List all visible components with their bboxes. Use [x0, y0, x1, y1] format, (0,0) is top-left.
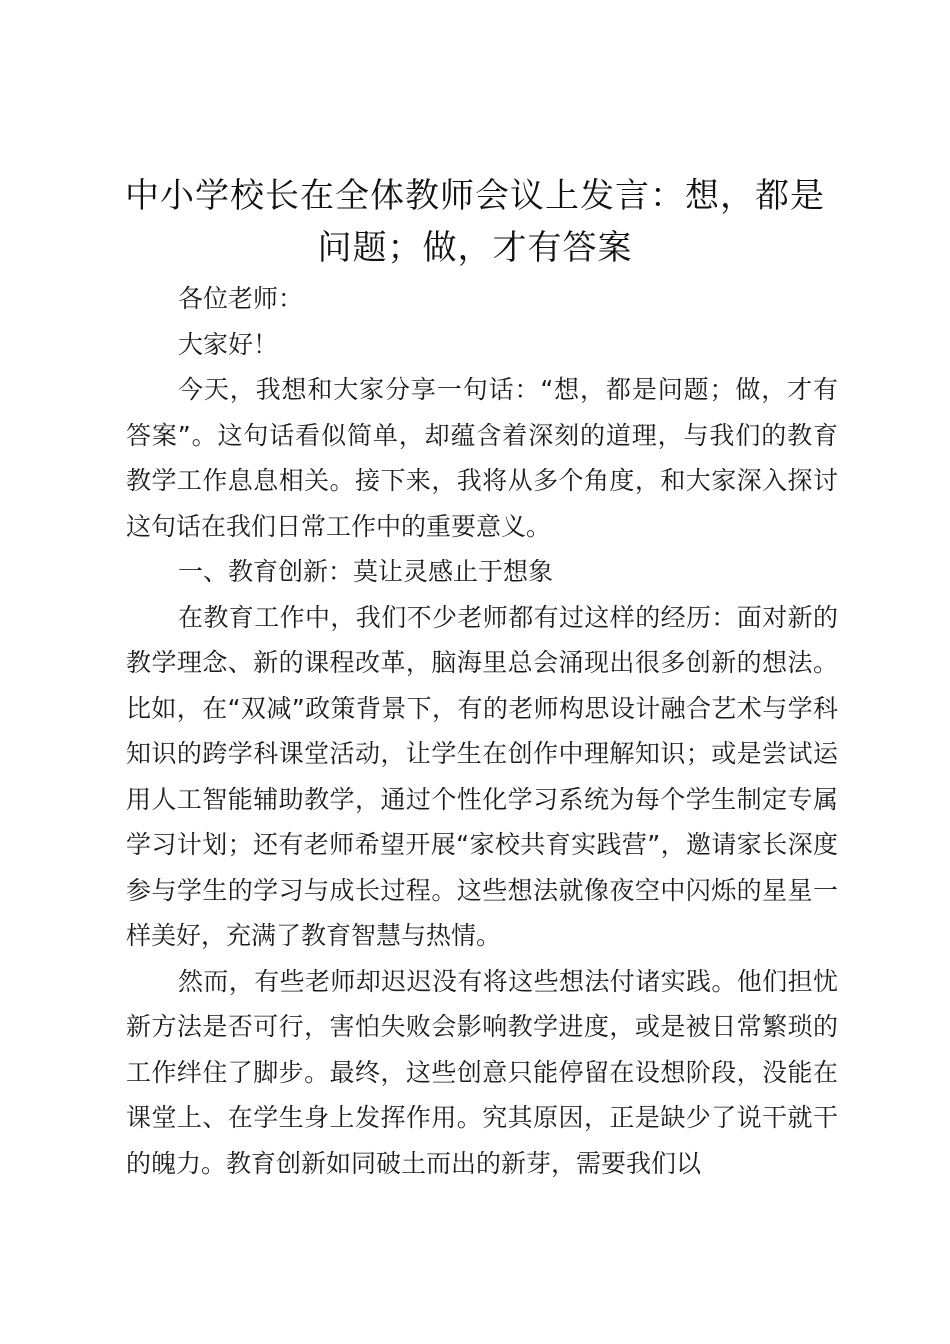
- greeting-line: 各位老师：: [178, 284, 304, 313]
- body-paragraph: 然而，有些老师却迟迟没有将这些想法付诸实践。他们担忧新方法是否可行，害怕失败会影响教学进度，或是被日常繁琐的工作绊住了脚步。最终，这些创意只能停留在设想阶段，没能在课堂上、在学生身上发挥作用。究其原因，正是缺少了说干就干的魄力。教育创新如同破土而出的新芽，需要我们以: [126, 966, 838, 1178]
- document-body: [126, 276, 838, 1186]
- document-title: 中小学校长在全体教师会议上发言：想，都是问题；做，才有答案: [125, 176, 825, 268]
- intro-paragraph: 今天，我想和大家分享一句话：“想，都是问题；做，才有答案”。这句话看似简单，却蕴含着深刻的道理，与我们的教育教学工作息息相关。接下来，我将从多个角度，和大家深入探讨这句话在我们日常工作中的重要意义。: [126, 375, 838, 541]
- body-paragraph: 在教育工作中，我们不少老师都有过这样的经历：面对新的教学理念、新的课程改革，脑海里总会涌现出很多创新的想法。比如，在“双减”政策背景下，有的老师构思设计融合艺术与学科知识的跨学科课堂活动，让学生在创作中理解知识；或是尝试运用人工智能辅助教学，通过个性化学习系统为每个学生制定专属学习计划；还有老师希望开展“家校共育实践营”，邀请家长深度参与学生的学习与成长过程。这些想法就像夜空中闪烁的星星一样美好，充满了教育智慧与热情。: [126, 602, 838, 950]
- salutation-line: 大家好！: [178, 329, 279, 359]
- section-heading: 一、教育创新：莫让灵感止于想象: [178, 557, 554, 586]
